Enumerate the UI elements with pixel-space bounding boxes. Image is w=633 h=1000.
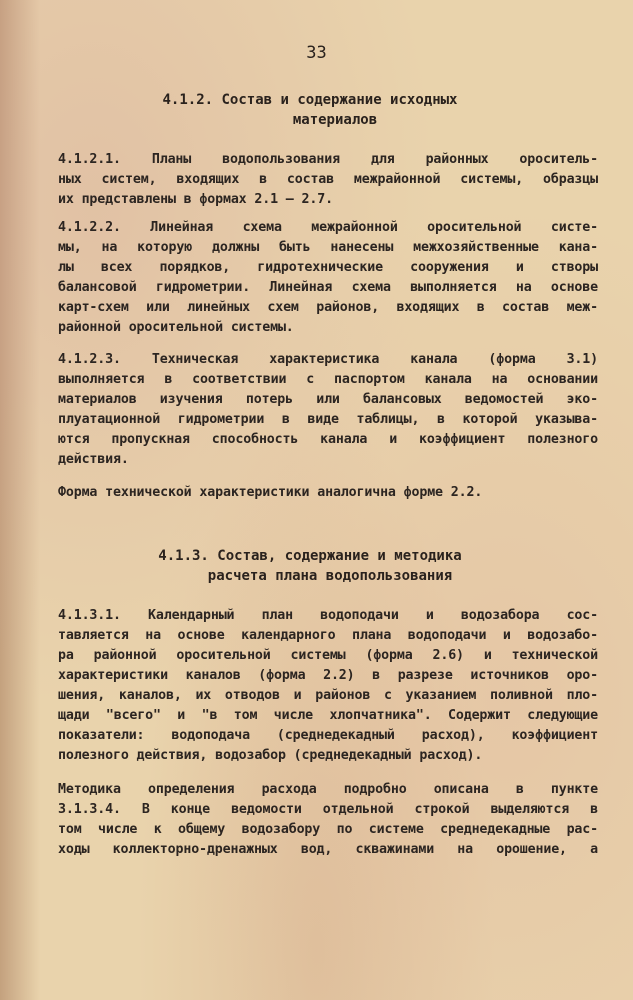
text-line: 4.1.3.1. Календарный план водоподачи и водозабора сос- <box>58 608 598 623</box>
text-line: показатели: водоподача (среднедекадный расход), коэффициент <box>58 728 598 743</box>
paragraph-4-1-3-1 <box>58 606 598 766</box>
section-heading-line: материалов <box>292 112 378 128</box>
text-line: карт-схем или линейных схем районов, входящих в состав меж- <box>58 300 598 315</box>
text-line: ходы коллекторно-дренажных вод, скважинами на орошение, а <box>58 842 598 857</box>
section-heading-4-1-3 <box>90 546 530 586</box>
text-line: полезного действия, водозабор (среднедекадный расход). <box>58 748 483 763</box>
paragraph-4-1-2-1 <box>58 150 598 210</box>
text-line: 3.1.3.4. В конце ведомости отдельной строкой выделяются в <box>58 802 598 817</box>
text-line: балансовой гидрометрии. Линейная схема выполняется на основе <box>58 280 598 295</box>
text-line: том числе к общему водозабору по системе среднедекадные рас- <box>58 822 598 837</box>
paragraph-4-1-2-3 <box>58 350 598 470</box>
section-heading-line: 4.1.3. Состав, содержание и методика <box>158 548 462 564</box>
page-number: 33 <box>306 43 327 63</box>
text-line: мы, на которую должны быть нанесены межхозяйственные кана- <box>58 240 598 255</box>
text-line: действия. <box>58 452 129 467</box>
paragraph-4-1-2-2 <box>58 218 598 338</box>
text-line: характеристики каналов (форма 2.2) в разрезе источников оро- <box>58 668 598 683</box>
section-heading-line: 4.1.2. Состав и содержание исходных <box>162 92 458 108</box>
text-line: Форма технической характеристики аналогична форме 2.2. <box>58 485 483 500</box>
section-heading-line: расчета плана водопользования <box>207 568 453 584</box>
text-line: плуатационной гидрометрии в виде таблицы, в которой указыва- <box>58 412 598 427</box>
text-line: их представлены в формах 2.1 – 2.7. <box>58 192 333 207</box>
text-line: шения, каналов, их отводов и районов с указанием поливной пло- <box>58 688 598 703</box>
text-line: 4.1.2.2. Линейная схема межрайонной оросительной систе- <box>58 220 598 235</box>
text-line: 4.1.2.3. Техническая характеристика канала (форма 3.1) <box>58 352 598 367</box>
text-line: ются пропускная способность канала и коэффициент полезного <box>58 432 598 447</box>
text-line: ных систем, входящих в состав межрайонной системы, образцы <box>58 172 598 187</box>
section-heading-4-1-2 <box>90 90 530 130</box>
text-line: районной оросительной системы. <box>58 320 294 335</box>
text-line: Методика определения расхода подробно описана в пункте <box>58 782 598 797</box>
text-line: тавляется на основе календарного плана водоподачи и водозабо- <box>58 628 598 643</box>
paragraph-form-note <box>58 483 598 503</box>
text-line: щади "всего" и "в том числе хлопчатника". Содержит следующие <box>58 708 598 723</box>
text-line: лы всех порядков, гидротехнические сооружения и створы <box>58 260 598 275</box>
text-line: 4.1.2.1. Планы водопользования для районных ороситель- <box>58 152 598 167</box>
text-line: материалов изучения потерь или балансовых ведомостей эко- <box>58 392 598 407</box>
text-line: ра районной оросительной системы (форма 2.6) и технической <box>58 648 598 663</box>
paragraph-method <box>58 780 598 860</box>
text-line: выполняется в соответствии с паспортом канала на основании <box>58 372 598 387</box>
